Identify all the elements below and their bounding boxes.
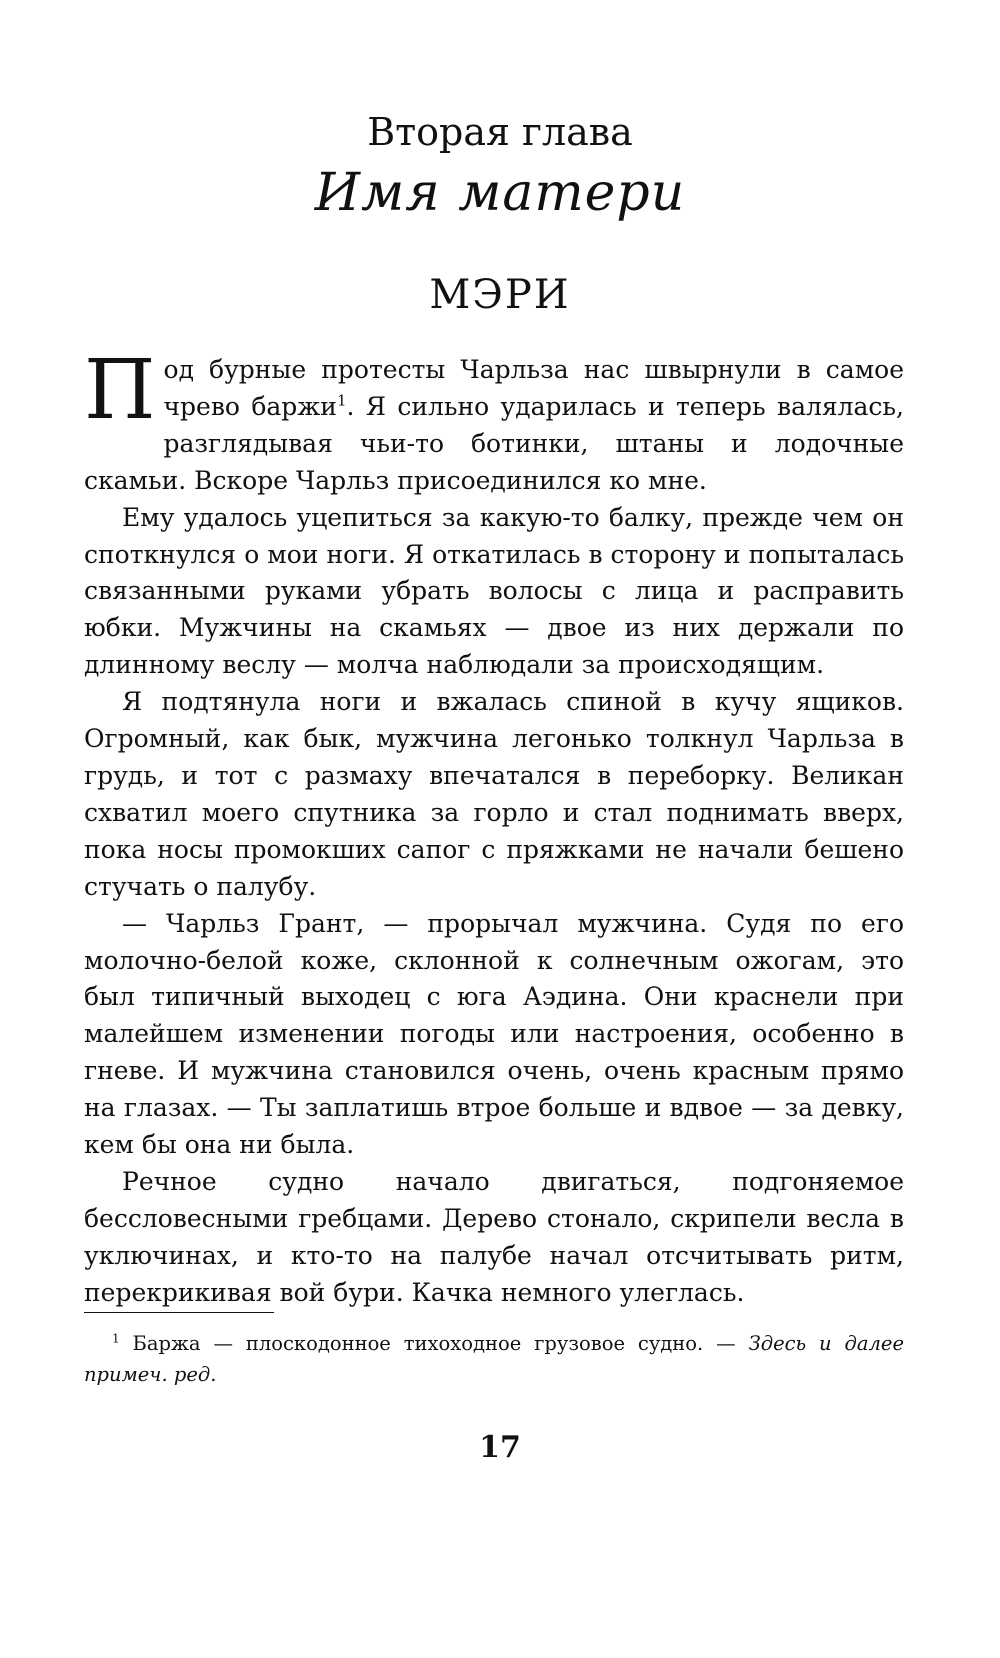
footnote-divider (84, 1312, 274, 1313)
paragraph-4: — Чарльз Грант, — прорычал мужчина. Судя по его молочно-белой коже, склонной к солнечным ожогам, это был типичный выходец с юга Аэдина. Они краснели при малейшем изменении погоды или настроения, особенно в гневе. И мужчина становился очень, очень красным прямо на глазах. — Ты заплатишь втрое больше и вдвое — за девку, кем бы она ни была. (84, 908, 904, 1160)
footnote-text: Баржа — плоскодонное тихоходное грузовое судно. — (132, 1332, 749, 1355)
paragraph-5: Речное судно начало двигаться, подгоняемое бессловесными гребцами. Дерево стонало, скрипели весла в уключинах, и кто-то на палубе начал отсчитывать ритм, перекрикивая вой бури. Качка немного улеглась. (84, 1166, 904, 1307)
paragraph-2: Ему удалось уцепиться за какую-то балку, прежде чем он споткнулся о мои ноги. Я откатилась в сторону и попыталась связанными руками убрать волосы с лица и расправить юбки. Мужчины на скамьях — двое из них держали по длинному веслу — молча наблюдали за происходящим. (84, 502, 904, 680)
chapter-title: Имя матери (314, 163, 686, 223)
footnote-italic: Здесь и далее примеч. ред. (84, 1332, 904, 1386)
paragraph-3: Я подтянула ноги и вжалась спиной в кучу ящиков. Огромный, как бык, мужчина легонько толкнул Чарльза в грудь, и тот с размаху впечатался в переборку. Великан схватил моего спутника за горло и стал поднимать вверх, пока носы промокших сапог с пряжками не начали бешено стучать о палубу. (84, 687, 904, 901)
paragraph-1 (84, 343, 904, 500)
page-number: 17 (479, 1430, 521, 1465)
paragraph-1-text-b: . Я сильно ударилась и теперь валялась, разглядывая чьи-то ботинки, штаны и лодочные скамьи. Вскоре Чарльз присоединился ко мне. (84, 391, 904, 495)
body-text (84, 343, 904, 1312)
paragraph-1-text-a: од бурные протесты Чарльза нас швырнули в самое чрево баржи (163, 355, 904, 421)
drop-cap: П (84, 343, 156, 438)
footnote-reference: 1 (336, 391, 347, 410)
pov-name: МЭРИ (429, 272, 571, 318)
footnote-mark: 1 (112, 1331, 120, 1346)
footnote (84, 1328, 904, 1390)
chapter-label: Вторая глава (367, 110, 633, 154)
